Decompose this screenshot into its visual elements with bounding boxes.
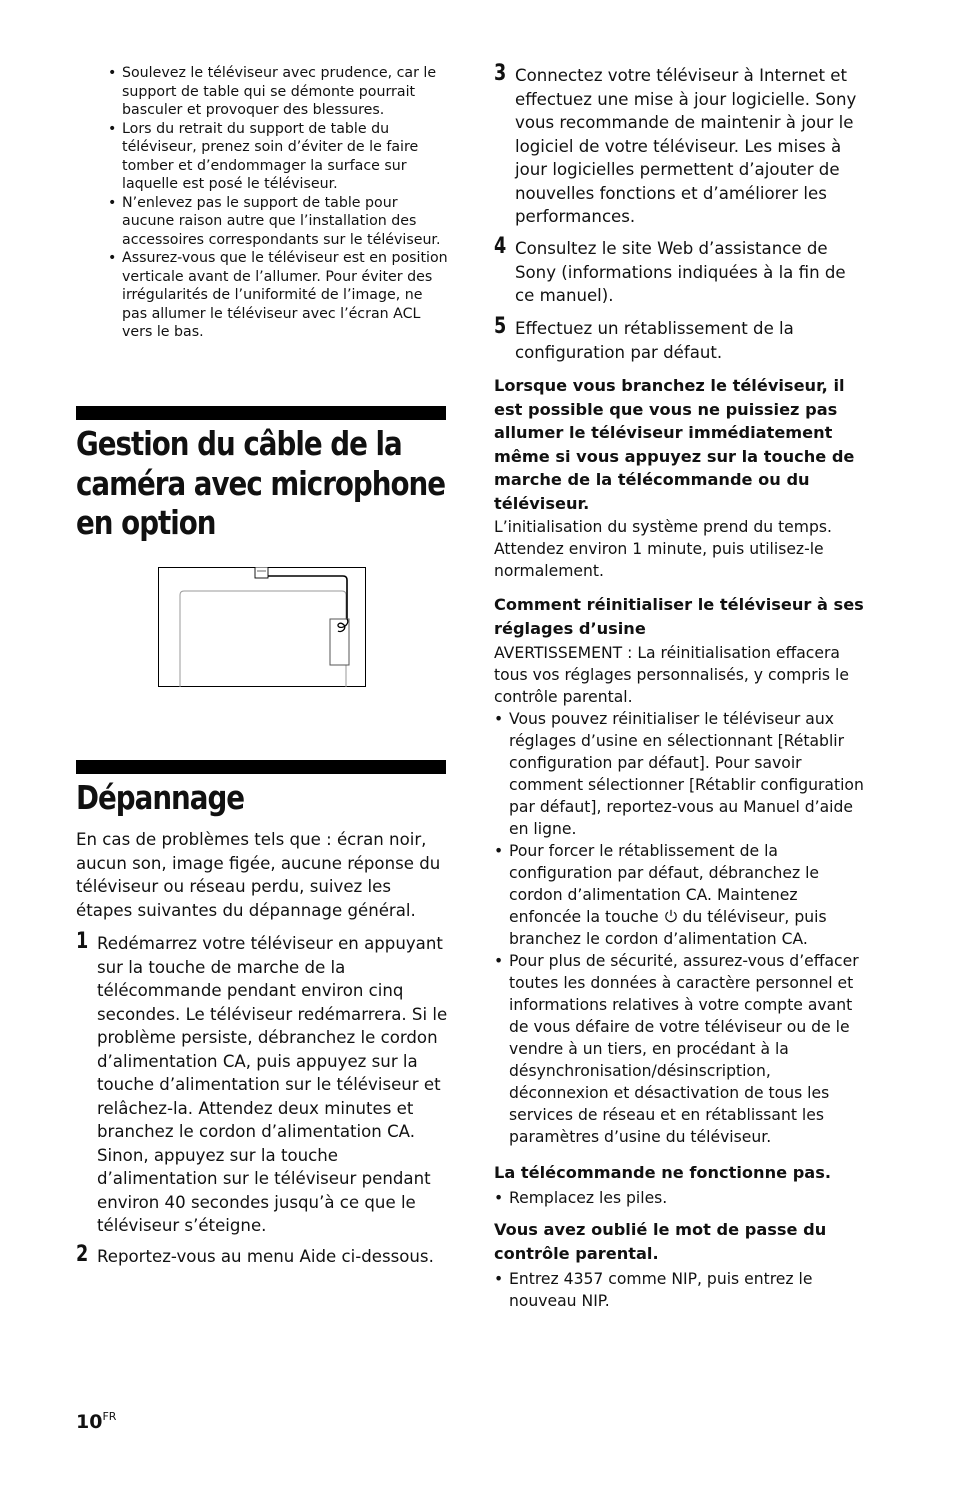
step-number: 5 — [494, 314, 507, 339]
step-text: Reportez-vous au menu Aide ci-dessous. — [97, 1247, 434, 1266]
step-1 — [76, 929, 448, 1238]
step-2 — [76, 1242, 448, 1269]
section-title-cable: Gestion du câble de la caméra avec microphone en option — [76, 424, 446, 542]
step-text: Consultez le site Web d’assistance de Sony (informations indiquées à la fin de ce manuel). — [515, 239, 846, 305]
list-item: • Assurez-vous que le téléviseur est en position verticale avant de l’allumer. Pour éviter des irrégularités de l’uniformité de l’image, ne pas allumer le téléviseur avec l’écran ACL vers le bas. — [108, 249, 448, 342]
reset-bullet-list — [494, 708, 866, 1148]
step-3 — [494, 61, 864, 229]
reset-warning: AVERTISSEMENT : La réinitialisation effacera tous vos réglages personnalisés, y compris le contrôle parental. — [494, 644, 849, 706]
list-item — [494, 840, 866, 950]
remote-bullet-list — [494, 1187, 866, 1209]
step-text: Redémarrez votre téléviseur en appuyant sur la touche de marche de la télécommande pendant environ cinq secondes. Le téléviseur redémarrera. Si le problème persiste, débranchez le cordon d’alimentation CA, puis appuyez sur la touche d’alimentation sur le téléviseur et relâchez-la. Attendez deux minutes et branchez le cordon d’alimentation CA. Sinon, appuyez sur la touche d’alimentation sur le téléviseur pendant environ 40 secondes jusqu’à ce que le téléviseur s’éteigne. — [97, 934, 448, 1235]
list-item: • Remplacez les piles. — [494, 1187, 866, 1209]
section-divider-bar — [76, 406, 446, 420]
reset-bullet2-end: du téléviseur, puis branchez le cordon d’alimentation CA. — [509, 908, 827, 948]
reset-bullet2-start: Pour forcer le rétablissement de la configuration par défaut, débranchez le cordon d’alimentation CA. Maintenez enfoncée la touche — [509, 842, 820, 926]
step-text: Effectuez un rétablissement de la configuration par défaut. — [515, 319, 794, 362]
power-note-heading: Lorsque vous branchez le téléviseur, il est possible que vous ne puissiez pas allumer le téléviseur immédiatement même si vous appuyez sur la touche de marche de la télécommande ou du téléviseur. — [494, 376, 855, 513]
tv-camera-cable-illustration — [158, 567, 366, 687]
remote-heading: La télécommande ne fonctionne pas. — [494, 1163, 832, 1182]
language-code: FR — [102, 1410, 117, 1423]
password-bullet-list — [494, 1268, 866, 1312]
page-number: $10^{FR}$ — [76, 1410, 117, 1433]
list-item: • N’enlevez pas le support de table pour aucune raison autre que l’installation des accessoires correspondants sur le téléviseur. — [108, 194, 448, 250]
power-note-body: L’initialisation du système prend du temps. Attendez environ 1 minute, puis utilisez-le normalement. — [494, 518, 832, 580]
step-4 — [494, 234, 864, 308]
step-5 — [494, 314, 864, 364]
troubleshooting-intro: En cas de problèmes tels que : écran noir, aucun son, image figée, aucune réponse du téléviseur ou réseau perdu, suivez les étapes suivantes du dépannage général. — [76, 830, 441, 920]
step-number: 1 — [76, 929, 89, 954]
list-item: • Entrez 4357 comme NIP, puis entrez le nouveau NIP. — [494, 1268, 866, 1312]
section-title-troubleshooting: Dépannage — [76, 778, 245, 817]
list-item: • Vous pouvez réinitialiser le téléviseur aux réglages d’usine en sélectionnant [Rétablir configuration par défaut]. Pour savoir comment sélectionner [Rétablir configuration par défaut], reportez-vous au Manuel d’aide en ligne. — [494, 708, 866, 840]
reset-heading: Comment réinitialiser le téléviseur à ses réglages d’usine — [494, 595, 864, 638]
list-item: • Lors du retrait du support de table du téléviseur, prenez soin d’éviter de le faire tomber et d’endommager la surface sur laquelle est posé le téléviseur. — [108, 120, 448, 194]
step-number: 4 — [494, 234, 507, 259]
list-item: • Pour plus de sécurité, assurez-vous d’effacer toutes les données à caractère personnel et informations relatives à votre compte avant de vous défaire de votre téléviseur ou de le vendre à un tiers, en procédant à la désynchronisation/désinscription, déconnexion et désactivation de tous les services de réseau et en rétablissant les paramètres d’usine du téléviseur. — [494, 950, 866, 1148]
step-number: 3 — [494, 61, 507, 86]
step-text: Connectez votre téléviseur à Internet et effectuez une mise à jour logicielle. Sony vous recommande de maintenir à jour le logiciel de votre téléviseur. Les mises à jour logicielles permettent d’ajouter de nouvelles fonctions et d’améliorer les performances. — [515, 66, 857, 226]
section-divider-bar — [76, 760, 446, 774]
step-number: 2 — [76, 1242, 89, 1267]
power-icon — [664, 909, 678, 923]
list-item: • Soulevez le téléviseur avec prudence, car le support de table qui se démonte pourrait basculer et provoquer des blessures. — [108, 64, 448, 120]
password-heading: Vous avez oublié le mot de passe du contrôle parental. — [494, 1220, 827, 1263]
safety-bullet-list — [108, 64, 448, 342]
